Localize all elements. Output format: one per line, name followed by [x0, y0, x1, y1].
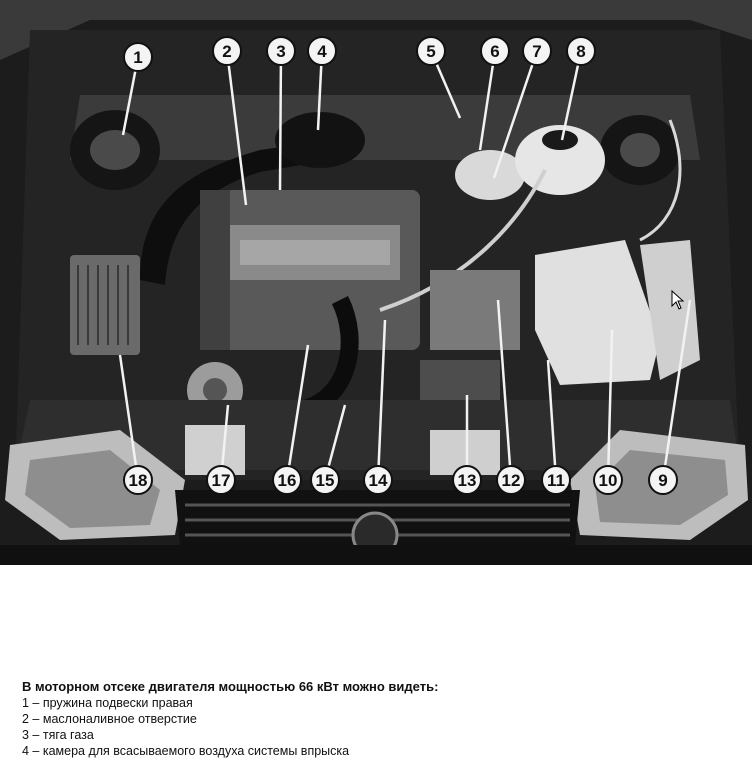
callout-number: 16 [277, 471, 297, 490]
caption-item: 1 – пружина подвески правая [22, 696, 193, 710]
callout-number: 15 [315, 471, 335, 490]
callout-number: 4 [317, 42, 327, 61]
caption-heading: В моторном отсеке двигателя мощностью 66 кВт можно видеть: [22, 679, 439, 694]
callout-marker-11 [542, 466, 570, 494]
figure-caption [22, 679, 742, 759]
callout-number: 2 [222, 42, 232, 61]
caption-item: 3 – тяга газа [22, 728, 94, 742]
callout-marker-6 [481, 37, 509, 65]
callout-number: 7 [532, 42, 542, 61]
callout-marker-4 [308, 37, 336, 65]
callout-marker-2 [213, 37, 241, 65]
caption-item: 2 – маслоналивное отверстие [22, 712, 197, 726]
caption-item: 4 – камера для всасываемого воздуха системы впрыска [22, 744, 350, 758]
callout-number: 1 [133, 48, 143, 67]
callout-number: 10 [598, 471, 618, 490]
callout-marker-13 [453, 466, 481, 494]
callout-marker-12 [497, 466, 525, 494]
callout-number: 18 [128, 471, 148, 490]
callout-marker-16 [273, 466, 301, 494]
callout-marker-8 [567, 37, 595, 65]
mouse-cursor-icon [671, 290, 685, 310]
callout-marker-17 [207, 466, 235, 494]
callout-number: 14 [368, 471, 388, 490]
callout-marker-10 [594, 466, 622, 494]
callout-number: 12 [501, 471, 521, 490]
callout-marker-5 [417, 37, 445, 65]
callout-number: 8 [576, 42, 586, 61]
callout-marker-9 [649, 466, 677, 494]
callout-number: 6 [490, 42, 500, 61]
callout-marker-18 [124, 466, 152, 494]
callout-marker-3 [267, 37, 295, 65]
callout-number: 9 [658, 471, 668, 490]
callout-marker-7 [523, 37, 551, 65]
callout-number: 13 [457, 471, 477, 490]
callout-marker-14 [364, 466, 392, 494]
callout-number: 3 [276, 42, 286, 61]
callout-leader-line [280, 51, 281, 190]
callout-marker-15 [311, 466, 339, 494]
callout-number: 5 [426, 42, 436, 61]
callout-marker-1 [124, 43, 152, 71]
callout-number: 17 [211, 471, 231, 490]
callout-number: 11 [547, 471, 565, 490]
